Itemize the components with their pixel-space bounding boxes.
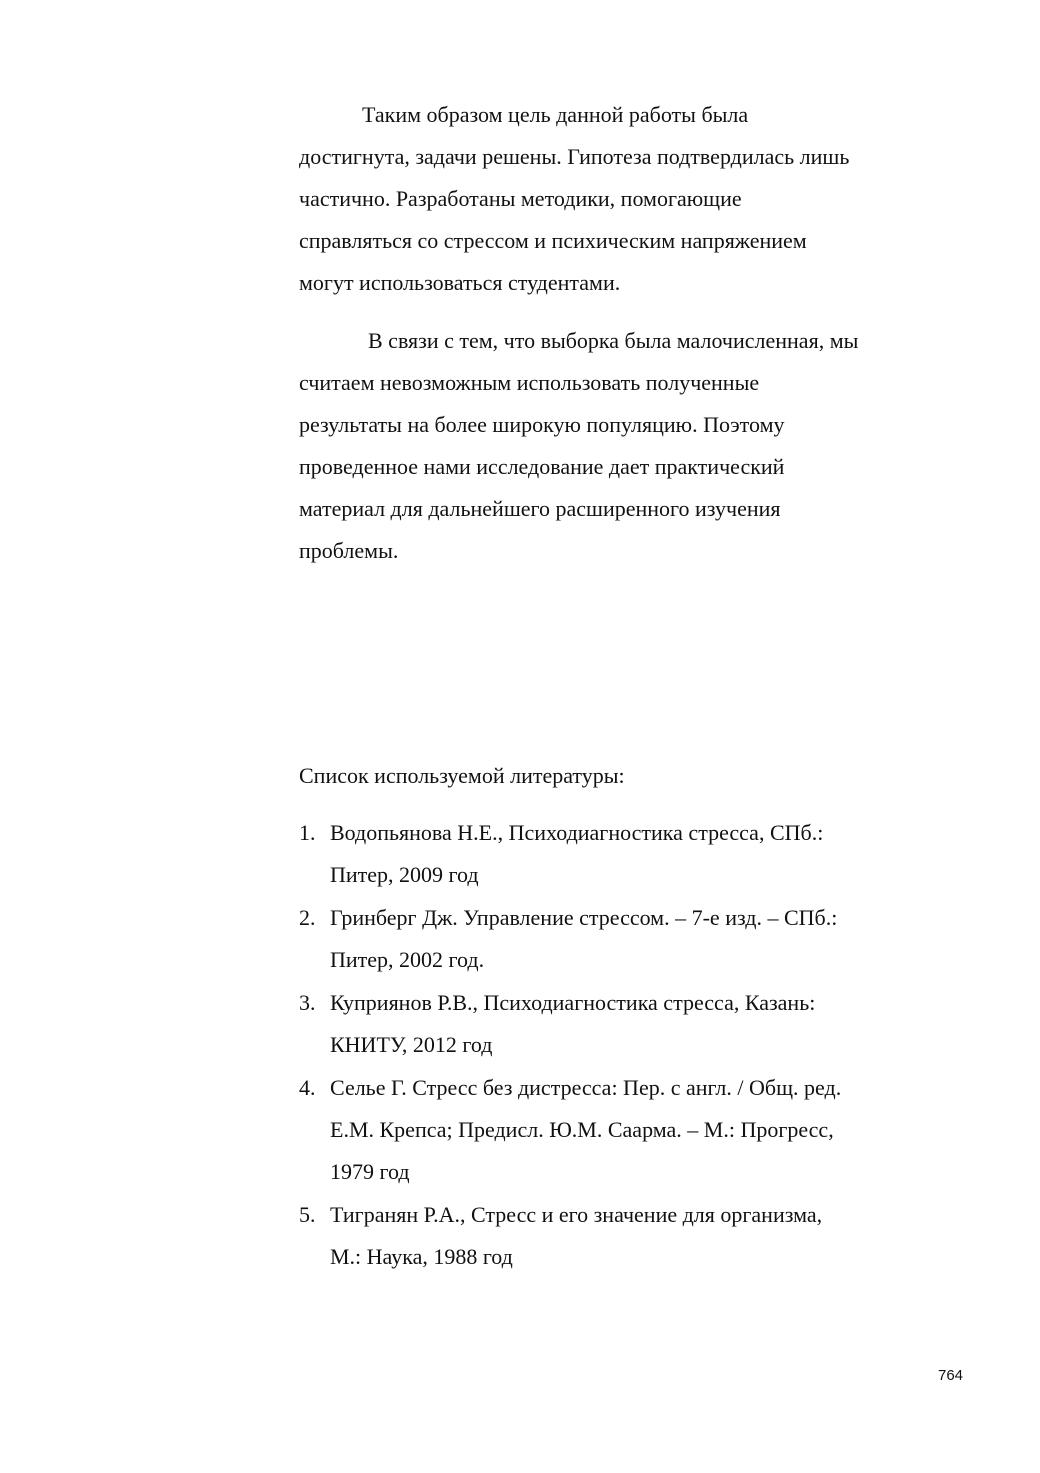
paragraph-line: В связи с тем, что выборка была малочисленная, мы [368, 328, 859, 353]
reference-line: 1979 год [330, 1159, 410, 1184]
reference-item [299, 1194, 939, 1278]
reference-line: Е.М. Крепса; Предисл. Ю.М. Саарма. – М.: Прогресс, [330, 1117, 834, 1142]
conclusion-paragraph-1 [299, 94, 924, 304]
reference-line: Питер, 2009 год [330, 862, 479, 887]
reference-line: КНИТУ, 2012 год [330, 1032, 493, 1057]
conclusion-paragraph-2 [299, 320, 924, 572]
reference-item [299, 982, 939, 1066]
reference-item [299, 897, 939, 981]
paragraph-line: достигнута, задачи решены. Гипотеза подтвердилась лишь [299, 144, 850, 169]
reference-line: Селье Г. Стресс без дистресса: Пер. с англ. / Общ. ред. [330, 1075, 842, 1100]
reference-number: 5. [299, 1202, 316, 1227]
reference-number: 2. [299, 905, 316, 930]
reference-number: 1. [299, 820, 316, 845]
paragraph-line: справляться со стрессом и психическим напряжением [299, 228, 807, 253]
paragraph-line: считаем невозможным использовать полученные [299, 370, 760, 395]
reference-number: 3. [299, 990, 316, 1015]
paragraph-line: частично. Разработаны методики, помогающие [299, 186, 742, 211]
paragraph-line: материал для дальнейшего расширенного изучения [299, 496, 781, 521]
paragraph-line: Таким образом цель данной работы была [362, 102, 749, 127]
reference-line: М.: Наука, 1988 год [330, 1244, 513, 1269]
reference-line: Питер, 2002 год. [330, 947, 485, 972]
reference-line: Тигранян Р.А., Стресс и его значение для организма, [330, 1202, 823, 1227]
reference-item [299, 812, 939, 896]
paragraph-line: результаты на более широкую популяцию. Поэтому [299, 412, 785, 437]
reference-number: 4. [299, 1075, 316, 1100]
page-number: 764 [938, 1367, 964, 1384]
reference-line: Водопьянова Н.Е., Психодиагностика стресса, СПб.: [330, 820, 824, 845]
paragraph-line: могут использоваться студентами. [299, 270, 621, 295]
reference-line: Гринберг Дж. Управление стрессом. – 7-е изд. – СПб.: [330, 905, 838, 930]
references-list [299, 812, 939, 1279]
paragraph-line: проблемы. [299, 538, 399, 563]
reference-item [299, 1067, 939, 1193]
reference-line: Куприянов Р.В., Психодиагностика стресса, Казань: [330, 990, 816, 1015]
paragraph-line: проведенное нами исследование дает практический [299, 454, 785, 479]
references-title: Список используемой литературы: [299, 763, 625, 788]
